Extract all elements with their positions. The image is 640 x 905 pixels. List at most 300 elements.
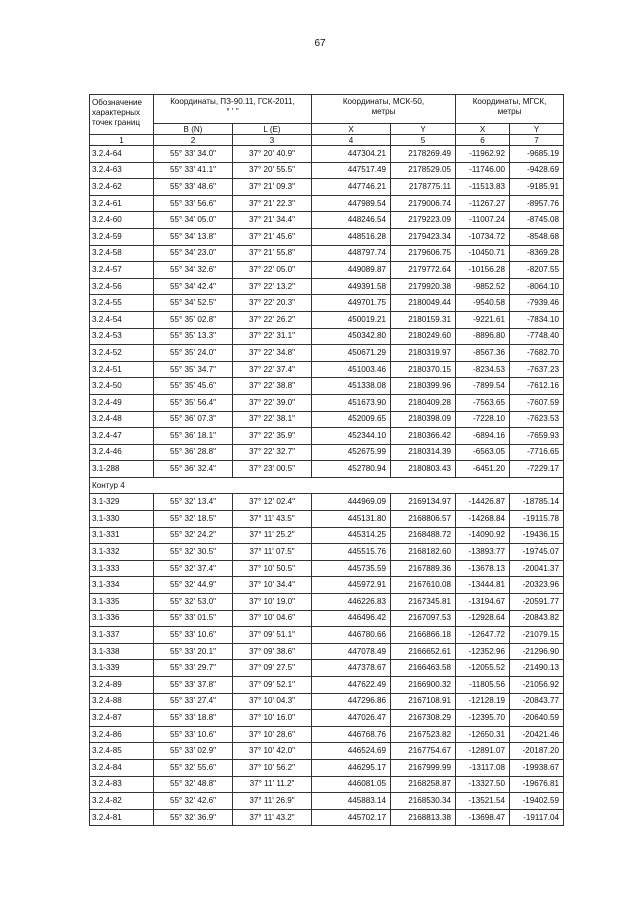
latitude-cell: 55° 33' 27.4": [154, 693, 233, 710]
mgsk-x-cell: -11007.24: [456, 212, 510, 229]
msk-y-cell: 2169134.97: [391, 494, 456, 511]
msk-y-cell: 2180370.15: [391, 361, 456, 378]
mgsk-y-cell: -20843.82: [510, 610, 564, 627]
msk-x-cell: 451673.90: [312, 394, 391, 411]
msk-y-cell: 2180319.97: [391, 345, 456, 362]
latitude-cell: 55° 35' 24.0": [154, 345, 233, 362]
latitude-cell: 55° 33' 41.1": [154, 162, 233, 179]
latitude-cell: 55° 33' 02.9": [154, 743, 233, 760]
table-row: [90, 361, 564, 378]
mgsk-y-cell: -7716.65: [510, 444, 564, 461]
msk-y-cell: 2168488.72: [391, 527, 456, 544]
msk-x-cell: 447078.49: [312, 643, 391, 660]
latitude-cell: 55° 34' 32.6": [154, 262, 233, 279]
table-row: [90, 594, 564, 611]
table-row: [90, 759, 564, 776]
mgsk-x-cell: -7228.10: [456, 411, 510, 428]
point-id-cell: 3.2.4-63: [90, 162, 154, 179]
table-row: [90, 428, 564, 445]
msk-x-cell: 446295.17: [312, 759, 391, 776]
table-row: [90, 677, 564, 694]
mgsk-x-cell: -11513.83: [456, 179, 510, 196]
mgsk-x-cell: -14268.84: [456, 511, 510, 528]
point-id-cell: 3.1-333: [90, 560, 154, 577]
mgsk-y-cell: -9685.19: [510, 146, 564, 163]
point-id-cell: 3.1-339: [90, 660, 154, 677]
msk-y-cell: 2179423.34: [391, 228, 456, 245]
longitude-cell: 37° 22' 13.2": [233, 278, 312, 295]
longitude-cell: 37° 23' 00.5": [233, 461, 312, 478]
point-id-cell: 3.2.4-86: [90, 726, 154, 743]
table-row: [90, 228, 564, 245]
mgsk-x-cell: -12055.52: [456, 660, 510, 677]
latitude-cell: 55° 35' 02.8": [154, 311, 233, 328]
mgsk-y-cell: -9428.69: [510, 162, 564, 179]
table-row: [90, 378, 564, 395]
mgsk-x-cell: -12395.70: [456, 710, 510, 727]
point-id-cell: 3.2.4-83: [90, 776, 154, 793]
table-row: [90, 710, 564, 727]
point-id-cell: 3.2.4-64: [90, 146, 154, 163]
mgsk-x-cell: -10450.71: [456, 245, 510, 262]
table-row: [90, 195, 564, 212]
longitude-cell: 37° 10' 04.6": [233, 610, 312, 627]
msk-y-cell: 2179606.75: [391, 245, 456, 262]
point-id-cell: 3.1-337: [90, 627, 154, 644]
mgsk-y-cell: -19745.07: [510, 544, 564, 561]
mgsk-y-cell: -21490.13: [510, 660, 564, 677]
longitude-cell: 37° 09' 38.6": [233, 643, 312, 660]
mgsk-y-cell: -7682.70: [510, 345, 564, 362]
msk-y-cell: 2178775.11: [391, 179, 456, 196]
point-id-cell: 3.2.4-51: [90, 361, 154, 378]
longitude-cell: 37° 20' 55.5": [233, 162, 312, 179]
mgsk-y-cell: -8745.08: [510, 212, 564, 229]
mgsk-x-cell: -12650.31: [456, 726, 510, 743]
latitude-cell: 55° 34' 23.0": [154, 245, 233, 262]
msk-y-header: Y: [391, 124, 456, 135]
longitude-cell: 37° 22' 20.3": [233, 295, 312, 312]
latitude-cell: 55° 36' 07.3": [154, 411, 233, 428]
mgsk-y-cell: -20323.96: [510, 577, 564, 594]
point-id-cell: 3.2.4-54: [90, 311, 154, 328]
longitude-cell: 37° 09' 27.5": [233, 660, 312, 677]
table-row: [90, 776, 564, 793]
mgsk-x-cell: -6894.16: [456, 428, 510, 445]
section-row: [90, 477, 564, 494]
msk-y-cell: 2179006.74: [391, 195, 456, 212]
msk-y-cell: 2178529.05: [391, 162, 456, 179]
msk-y-cell: 2179223.09: [391, 212, 456, 229]
mgsk-y-cell: -18785.14: [510, 494, 564, 511]
msk-x-cell: 446780.66: [312, 627, 391, 644]
longitude-cell: 37° 11' 07.5": [233, 544, 312, 561]
longitude-cell: 37° 10' 04.3": [233, 693, 312, 710]
longitude-cell: 37° 11' 43.2": [233, 809, 312, 826]
pz-coordinates-title: Координаты, ПЗ-90.11, ГСК-2011,: [170, 97, 295, 106]
mgsk-x-cell: -11805.56: [456, 677, 510, 694]
point-id-cell: 3.2.4-53: [90, 328, 154, 345]
point-id-cell: 3.2.4-56: [90, 278, 154, 295]
point-id-cell: 3.2.4-87: [90, 710, 154, 727]
mgsk-x-cell: -11962.92: [456, 146, 510, 163]
msk-x-cell: 450671.29: [312, 345, 391, 362]
point-id-cell: 3.1-331: [90, 527, 154, 544]
mgsk-y-cell: -7637.23: [510, 361, 564, 378]
mgsk-x-cell: -11267.27: [456, 195, 510, 212]
mgsk-y-cell: -21079.15: [510, 627, 564, 644]
msk-x-cell: 445702.17: [312, 809, 391, 826]
latitude-cell: 55° 36' 32.4": [154, 461, 233, 478]
coordinates-table: [89, 94, 564, 826]
msk-x-cell: 447746.21: [312, 179, 391, 196]
mgsk-x-cell: -9852.52: [456, 278, 510, 295]
longitude-cell: 37° 09' 52.1": [233, 677, 312, 694]
longitude-cell: 37° 11' 25.2": [233, 527, 312, 544]
point-id-cell: 3.1-335: [90, 594, 154, 611]
mgsk-y-cell: -8369.28: [510, 245, 564, 262]
msk-y-cell: 2168258.87: [391, 776, 456, 793]
msk-x-cell: 448516.28: [312, 228, 391, 245]
point-id-cell: 3.2.4-84: [90, 759, 154, 776]
point-id-cell: 3.2.4-88: [90, 693, 154, 710]
longitude-cell: 37° 10' 42.0": [233, 743, 312, 760]
mgsk-x-header: X: [456, 124, 510, 135]
mgsk-y-cell: -20041.37: [510, 560, 564, 577]
table-row: [90, 544, 564, 561]
longitude-cell: 37° 10' 34.4": [233, 577, 312, 594]
point-id-cell: 3.2.4-49: [90, 394, 154, 411]
table-row: [90, 660, 564, 677]
mgsk-x-cell: -12647.72: [456, 627, 510, 644]
msk-x-cell: 447989.54: [312, 195, 391, 212]
msk-x-cell: 447304.21: [312, 146, 391, 163]
mgsk-x-cell: -9221.61: [456, 311, 510, 328]
msk-x-cell: 445735.59: [312, 560, 391, 577]
longitude-cell: 37° 22' 05.0": [233, 262, 312, 279]
mgsk-coordinates-units: метры: [497, 107, 522, 116]
msk-y-cell: 2166900.32: [391, 677, 456, 694]
point-id-cell: 3.2.4-61: [90, 195, 154, 212]
point-id-cell: 3.2.4-57: [90, 262, 154, 279]
msk-y-cell: 2178269.49: [391, 146, 456, 163]
latitude-cell: 55° 32' 24.2": [154, 527, 233, 544]
msk-y-cell: 2167523.82: [391, 726, 456, 743]
mgsk-x-cell: -13117.08: [456, 759, 510, 776]
msk-x-cell: 447296.86: [312, 693, 391, 710]
latitude-cell: 55° 33' 56.6": [154, 195, 233, 212]
msk-x-cell: 445515.76: [312, 544, 391, 561]
longitude-cell: 37° 21' 55.8": [233, 245, 312, 262]
longitude-cell: 37° 10' 19.0": [233, 594, 312, 611]
point-id-cell: 3.1-288: [90, 461, 154, 478]
mgsk-x-cell: -13327.50: [456, 776, 510, 793]
point-id-cell: 3.2.4-58: [90, 245, 154, 262]
msk-y-cell: 2167889.36: [391, 560, 456, 577]
table-row: [90, 627, 564, 644]
mgsk-y-cell: -7659.93: [510, 428, 564, 445]
point-id-cell: 3.2.4-89: [90, 677, 154, 694]
msk-x-cell: 450342.80: [312, 328, 391, 345]
mgsk-y-cell: -8064.10: [510, 278, 564, 295]
latitude-cell: 55° 32' 53.0": [154, 594, 233, 611]
msk-y-cell: 2180803.43: [391, 461, 456, 478]
mgsk-coordinates-title: Координаты, МГСК,: [472, 97, 547, 106]
point-id-cell: 3.1-329: [90, 494, 154, 511]
column-number: 5: [391, 135, 456, 146]
mgsk-y-cell: -7623.53: [510, 411, 564, 428]
msk-x-cell: 446524.69: [312, 743, 391, 760]
msk-y-cell: 2167308.29: [391, 710, 456, 727]
latitude-cell: 55° 33' 01.5": [154, 610, 233, 627]
msk-y-cell: 2168182.60: [391, 544, 456, 561]
msk-x-cell: 444969.09: [312, 494, 391, 511]
latitude-cell: 55° 34' 13.8": [154, 228, 233, 245]
msk-y-cell: 2166463.58: [391, 660, 456, 677]
latitude-cell: 55° 36' 28.8": [154, 444, 233, 461]
msk-y-cell: 2167108.91: [391, 693, 456, 710]
point-id-cell: 3.1-338: [90, 643, 154, 660]
mgsk-x-cell: -12352.96: [456, 643, 510, 660]
column-number: 3: [233, 135, 312, 146]
point-id-cell: 3.2.4-62: [90, 179, 154, 196]
longitude-cell: 37° 21' 45.6": [233, 228, 312, 245]
msk-y-cell: 2180314.39: [391, 444, 456, 461]
msk-y-cell: 2180398.09: [391, 411, 456, 428]
table-row: [90, 527, 564, 544]
longitude-cell: 37° 22' 39.0": [233, 394, 312, 411]
point-id-cell: 3.2.4-50: [90, 378, 154, 395]
mgsk-y-cell: -9185.91: [510, 179, 564, 196]
latitude-cell: 55° 32' 48.8": [154, 776, 233, 793]
latitude-cell: 55° 35' 13.3": [154, 328, 233, 345]
mgsk-x-cell: -12891.07: [456, 743, 510, 760]
longitude-cell: 37° 11' 11.2": [233, 776, 312, 793]
mgsk-x-cell: -13444.81: [456, 577, 510, 594]
designation-header: Обозначение характерных точек границ: [90, 95, 154, 135]
latitude-cell: 55° 32' 13.4": [154, 494, 233, 511]
mgsk-y-cell: -7612.16: [510, 378, 564, 395]
msk-x-cell: 448246.54: [312, 212, 391, 229]
pz-coordinates-units: ° ' ": [226, 107, 239, 116]
table-row: [90, 345, 564, 362]
mgsk-x-cell: -10156.28: [456, 262, 510, 279]
msk-x-cell: 445314.25: [312, 527, 391, 544]
table-row: [90, 278, 564, 295]
column-number: 2: [154, 135, 233, 146]
msk-x-cell: 446226.83: [312, 594, 391, 611]
column-number-row: [90, 135, 564, 146]
mgsk-y-cell: -8548.68: [510, 228, 564, 245]
latitude-cell: 55° 35' 45.6": [154, 378, 233, 395]
msk-y-cell: 2167097.53: [391, 610, 456, 627]
mgsk-y-cell: -19402.59: [510, 793, 564, 810]
msk-x-cell: 445972.91: [312, 577, 391, 594]
table-row: [90, 262, 564, 279]
mgsk-y-cell: -20843.77: [510, 693, 564, 710]
longitude-cell: 37° 10' 28.6": [233, 726, 312, 743]
msk-x-cell: 450019.21: [312, 311, 391, 328]
table-row: [90, 610, 564, 627]
latitude-cell: 55° 33' 20.1": [154, 643, 233, 660]
latitude-cell: 55° 36' 18.1": [154, 428, 233, 445]
mgsk-x-cell: -6563.05: [456, 444, 510, 461]
mgsk-x-cell: -11746.00: [456, 162, 510, 179]
latitude-cell: 55° 32' 44.9": [154, 577, 233, 594]
msk-x-cell: 449391.58: [312, 278, 391, 295]
longitude-cell: 37° 10' 16.0": [233, 710, 312, 727]
msk-x-cell: 447026.47: [312, 710, 391, 727]
msk-x-cell: 451338.08: [312, 378, 391, 395]
mgsk-x-cell: -12128.19: [456, 693, 510, 710]
msk-y-cell: 2180049.44: [391, 295, 456, 312]
longitude-cell: 37° 22' 31.1": [233, 328, 312, 345]
column-number: 6: [456, 135, 510, 146]
msk-y-cell: 2179772.64: [391, 262, 456, 279]
msk-y-cell: 2167345.81: [391, 594, 456, 611]
latitude-cell: 55° 34' 05.0": [154, 212, 233, 229]
mgsk-y-cell: -19115.78: [510, 511, 564, 528]
msk-y-cell: 2167999.99: [391, 759, 456, 776]
latitude-cell: 55° 32' 55.6": [154, 759, 233, 776]
msk-x-cell: 447622.49: [312, 677, 391, 694]
point-id-cell: 3.2.4-46: [90, 444, 154, 461]
longitude-cell: 37° 21' 09.3": [233, 179, 312, 196]
latitude-cell: 55° 33' 37.8": [154, 677, 233, 694]
mgsk-y-cell: -7939.46: [510, 295, 564, 312]
msk-x-cell: 449701.75: [312, 295, 391, 312]
point-id-cell: 3.2.4-55: [90, 295, 154, 312]
table-row: [90, 793, 564, 810]
latitude-cell: 55° 33' 10.6": [154, 627, 233, 644]
point-id-cell: 3.2.4-81: [90, 809, 154, 826]
table-row: [90, 577, 564, 594]
table-row: [90, 179, 564, 196]
msk-y-cell: 2166866.18: [391, 627, 456, 644]
point-id-cell: 3.2.4-82: [90, 793, 154, 810]
mgsk-x-cell: -9540.58: [456, 295, 510, 312]
l-header: L (E): [233, 124, 312, 135]
mgsk-y-cell: -19676.81: [510, 776, 564, 793]
table-row: [90, 411, 564, 428]
msk-x-cell: 452675.99: [312, 444, 391, 461]
msk-x-cell: 446081.05: [312, 776, 391, 793]
point-id-cell: 3.1-334: [90, 577, 154, 594]
mgsk-x-cell: -12928.64: [456, 610, 510, 627]
longitude-cell: 37° 11' 26.9": [233, 793, 312, 810]
msk-coordinates-units: метры: [371, 107, 396, 116]
msk-coordinates-title: Координаты, МСК-50,: [342, 97, 425, 106]
msk-y-cell: 2180366.42: [391, 428, 456, 445]
mgsk-y-cell: -19938.67: [510, 759, 564, 776]
longitude-cell: 37° 21' 22.3": [233, 195, 312, 212]
msk-x-cell: 445883.14: [312, 793, 391, 810]
msk-x-cell: 452009.65: [312, 411, 391, 428]
mgsk-x-cell: -7899.54: [456, 378, 510, 395]
mgsk-y-cell: -20640.59: [510, 710, 564, 727]
msk-x-cell: 452780.94: [312, 461, 391, 478]
msk-x-cell: 451003.46: [312, 361, 391, 378]
msk-y-cell: 2180409.28: [391, 394, 456, 411]
longitude-cell: 37° 22' 34.8": [233, 345, 312, 362]
mgsk-x-cell: -8567.36: [456, 345, 510, 362]
mgsk-y-cell: -19436.15: [510, 527, 564, 544]
mgsk-x-cell: -13521.54: [456, 793, 510, 810]
mgsk-x-cell: -13893.77: [456, 544, 510, 561]
mgsk-y-cell: -7229.17: [510, 461, 564, 478]
latitude-cell: 55° 35' 56.4": [154, 394, 233, 411]
latitude-cell: 55° 34' 42.4": [154, 278, 233, 295]
header-row: [90, 95, 564, 124]
longitude-cell: 37° 22' 37.4": [233, 361, 312, 378]
mgsk-y-cell: -21056.92: [510, 677, 564, 694]
msk-y-cell: 2168530.34: [391, 793, 456, 810]
mgsk-y-cell: -20187.20: [510, 743, 564, 760]
msk-x-header: X: [312, 124, 391, 135]
longitude-cell: 37° 22' 35.9": [233, 428, 312, 445]
mgsk-y-cell: -20591.77: [510, 594, 564, 611]
mgsk-x-cell: -7563.65: [456, 394, 510, 411]
msk-y-cell: 2168806.57: [391, 511, 456, 528]
msk-y-cell: 2180249.60: [391, 328, 456, 345]
mgsk-x-cell: -10734.72: [456, 228, 510, 245]
mgsk-x-cell: -8234.53: [456, 361, 510, 378]
msk-x-cell: 452344.10: [312, 428, 391, 445]
longitude-cell: 37° 22' 38.8": [233, 378, 312, 395]
msk-y-cell: 2180159.31: [391, 311, 456, 328]
mgsk-coordinates-header: [456, 95, 564, 124]
latitude-cell: 55° 32' 36.9": [154, 809, 233, 826]
column-number: 7: [510, 135, 564, 146]
point-id-cell: 3.1-330: [90, 511, 154, 528]
msk-x-cell: 448797.74: [312, 245, 391, 262]
longitude-cell: 37° 10' 50.5": [233, 560, 312, 577]
latitude-cell: 55° 32' 42.6": [154, 793, 233, 810]
msk-x-cell: 445131.80: [312, 511, 391, 528]
latitude-cell: 55° 33' 34.0": [154, 146, 233, 163]
point-id-cell: 3.2.4-85: [90, 743, 154, 760]
mgsk-y-cell: -8207.55: [510, 262, 564, 279]
msk-y-cell: 2179920.38: [391, 278, 456, 295]
msk-coordinates-header: [312, 95, 456, 124]
table-body: [90, 146, 564, 826]
latitude-cell: 55° 32' 30.5": [154, 544, 233, 561]
point-id-cell: 3.2.4-59: [90, 228, 154, 245]
table-row: [90, 494, 564, 511]
mgsk-y-cell: -7607.59: [510, 394, 564, 411]
mgsk-x-cell: -13678.13: [456, 560, 510, 577]
point-id-cell: 3.2.4-48: [90, 411, 154, 428]
table-row: [90, 511, 564, 528]
subheader-row: [90, 124, 564, 135]
pz-coordinates-header: [154, 95, 312, 124]
msk-y-cell: 2167754.67: [391, 743, 456, 760]
longitude-cell: 37° 22' 38.1": [233, 411, 312, 428]
table-row: [90, 444, 564, 461]
table-row: [90, 560, 564, 577]
longitude-cell: 37° 20' 40.9": [233, 146, 312, 163]
table-row: [90, 743, 564, 760]
table-row: [90, 146, 564, 163]
mgsk-y-cell: -19117.04: [510, 809, 564, 826]
mgsk-y-cell: -21296.90: [510, 643, 564, 660]
msk-x-cell: 446768.76: [312, 726, 391, 743]
table-row: [90, 394, 564, 411]
b-header: B (N): [154, 124, 233, 135]
mgsk-x-cell: -6451.20: [456, 461, 510, 478]
latitude-cell: 55° 33' 18.8": [154, 710, 233, 727]
msk-y-cell: 2168813.38: [391, 809, 456, 826]
